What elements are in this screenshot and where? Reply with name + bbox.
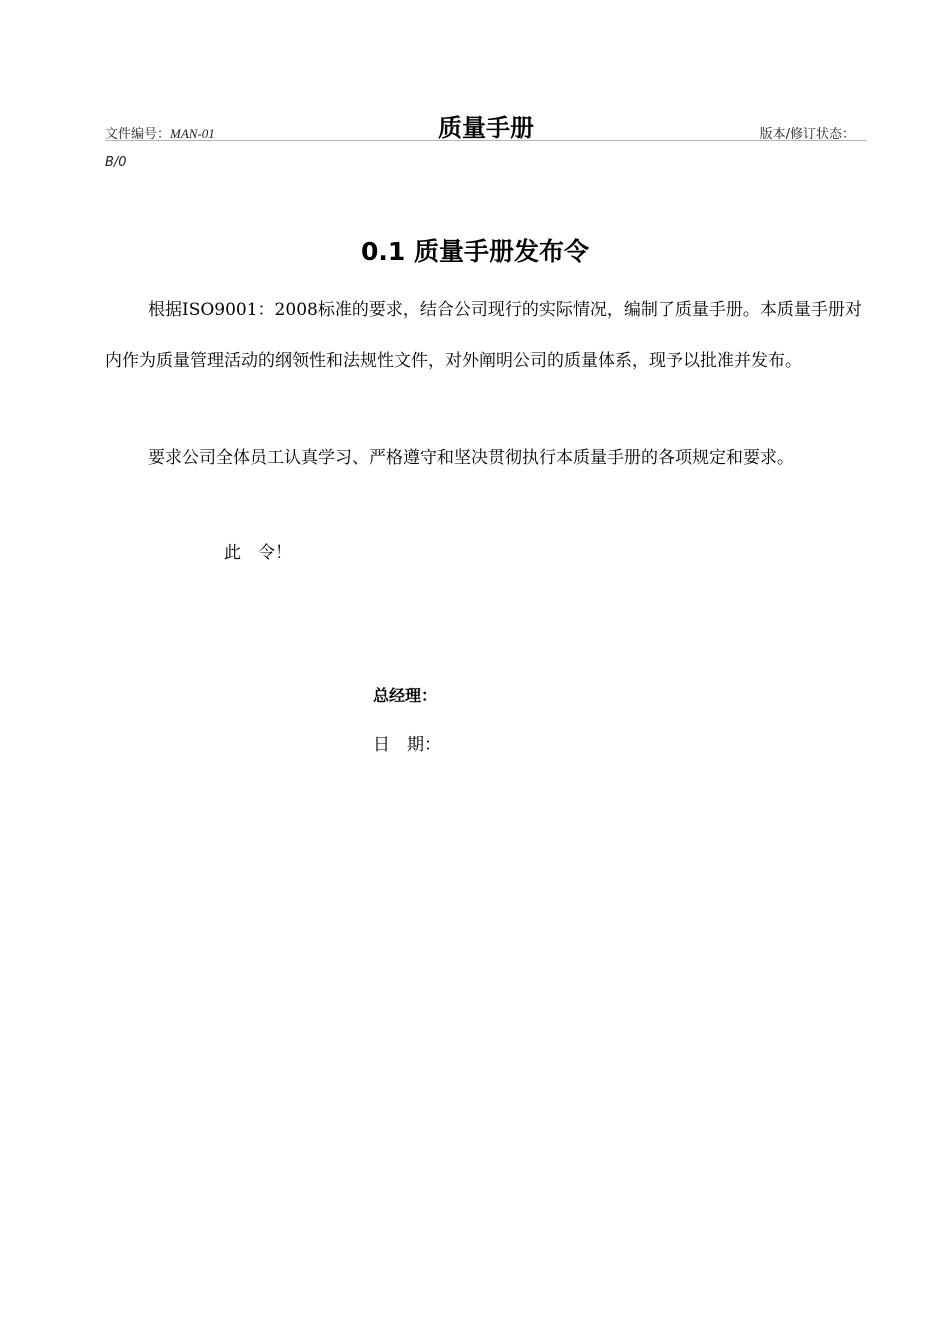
version-value: B/0	[105, 155, 127, 170]
page-header	[105, 108, 867, 141]
date-label: 日 期：	[373, 735, 441, 755]
page-title: 0.1 质量手册发布令	[361, 237, 589, 266]
body-paragraph-2: 要求公司全体员工认真学习、严格遵守和坚决贯彻执行本质量手册的各项规定和要求。	[148, 448, 794, 468]
general-manager-label: 总经理：	[373, 686, 438, 705]
doc-number-label: 文件编号：	[105, 127, 171, 142]
doc-number-value: MAN-01	[170, 126, 215, 141]
version-label: 版本/修订状态：	[759, 127, 855, 142]
header-title: 质量手册	[438, 114, 534, 142]
body-paragraph-1: 根据ISO9001：2008标准的要求，结合公司现行的实际情况，编制了质量手册。本质量手册对内作为质量管理活动的纲领性和法规性文件，对外阐明公司的质量体系，现予以批准并发布。	[105, 300, 862, 371]
order-text: 此 令！	[224, 543, 292, 563]
